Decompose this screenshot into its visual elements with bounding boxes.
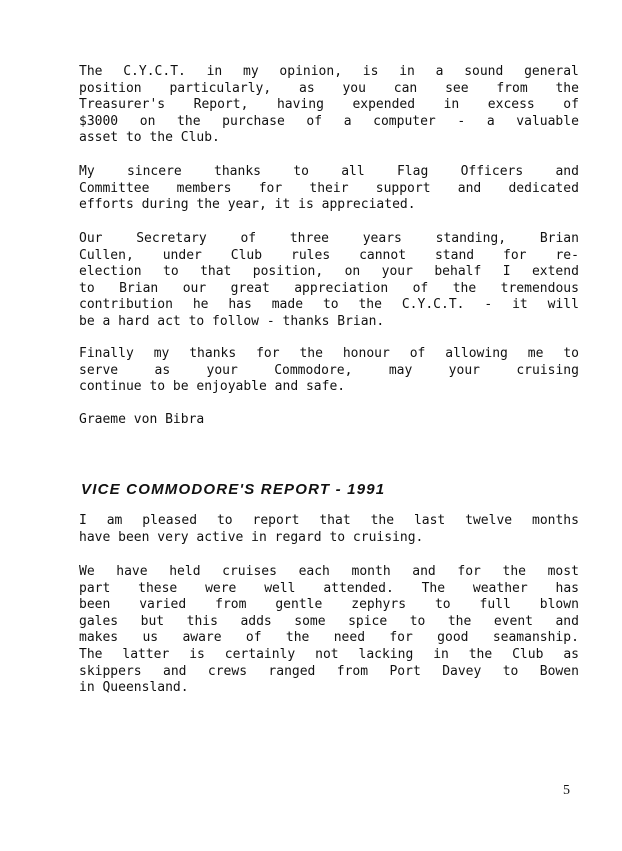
signature: Graeme von Bibra — [79, 412, 205, 427]
report-paragraph-2 — [79, 164, 579, 214]
text-line: continue to be enjoyable and safe. — [79, 379, 346, 395]
section-heading: VICE COMMODORE'S REPORT - 1991 — [81, 481, 386, 498]
text-line: have been very active in regard to cruising. — [79, 529, 424, 545]
report-paragraph-1 — [79, 64, 579, 147]
vice-report-paragraph-2 — [79, 564, 579, 697]
text-line: be a hard act to follow - thanks Brian. — [79, 313, 385, 329]
text-line: contribution he has made to the C.Y.C.T. - it will — [79, 297, 579, 313]
text-line: Treasurer's Report, having expended in excess of — [79, 97, 579, 113]
text-line: My sincere thanks to all Flag Officers and — [79, 164, 579, 179]
text-line: Our Secretary of three years standing, Brian — [79, 231, 579, 246]
text-line: election to that position, on your behalf I extend — [79, 264, 579, 280]
text-line: to Brian our great appreciation of the tremendous — [79, 280, 579, 296]
text-line: $3000 on the purchase of a computer - a valuable — [79, 113, 579, 129]
text-line: Finally my thanks for the honour of allowing me to — [79, 346, 579, 361]
text-line: position particularly, as you can see from the — [79, 80, 579, 96]
text-line: Cullen, under Club rules cannot stand for re- — [79, 247, 579, 263]
text-line: serve as your Commodore, may your cruising — [79, 362, 579, 378]
text-line: We have held cruises each month and for the most — [79, 564, 579, 579]
text-line: I am pleased to report that the last twelve months — [79, 513, 579, 528]
report-paragraph-3 — [79, 231, 579, 331]
text-line: The C.Y.C.T. in my opinion, is in a sound general — [79, 64, 579, 79]
page-number: 5 — [563, 783, 570, 798]
report-paragraph-4 — [79, 346, 579, 396]
vice-report-paragraph-1 — [79, 513, 579, 546]
text-line: gales but this adds some spice to the event and — [79, 613, 579, 629]
text-line: in Queensland. — [79, 680, 189, 696]
text-line: part these were well attended. The weather has — [79, 580, 579, 596]
text-line: asset to the Club. — [79, 130, 220, 146]
text-line: Committee members for their support and dedicated — [79, 180, 579, 196]
text-line: efforts during the year, it is appreciated. — [79, 197, 416, 213]
text-line: The latter is certainly not lacking in the Club as — [79, 646, 579, 662]
text-line: been varied from gentle zephyrs to full blown — [79, 597, 579, 613]
text-line: skippers and crews ranged from Port Davey to Bowen — [79, 663, 579, 679]
text-line: makes us aware of the need for good seamanship. — [79, 630, 579, 646]
